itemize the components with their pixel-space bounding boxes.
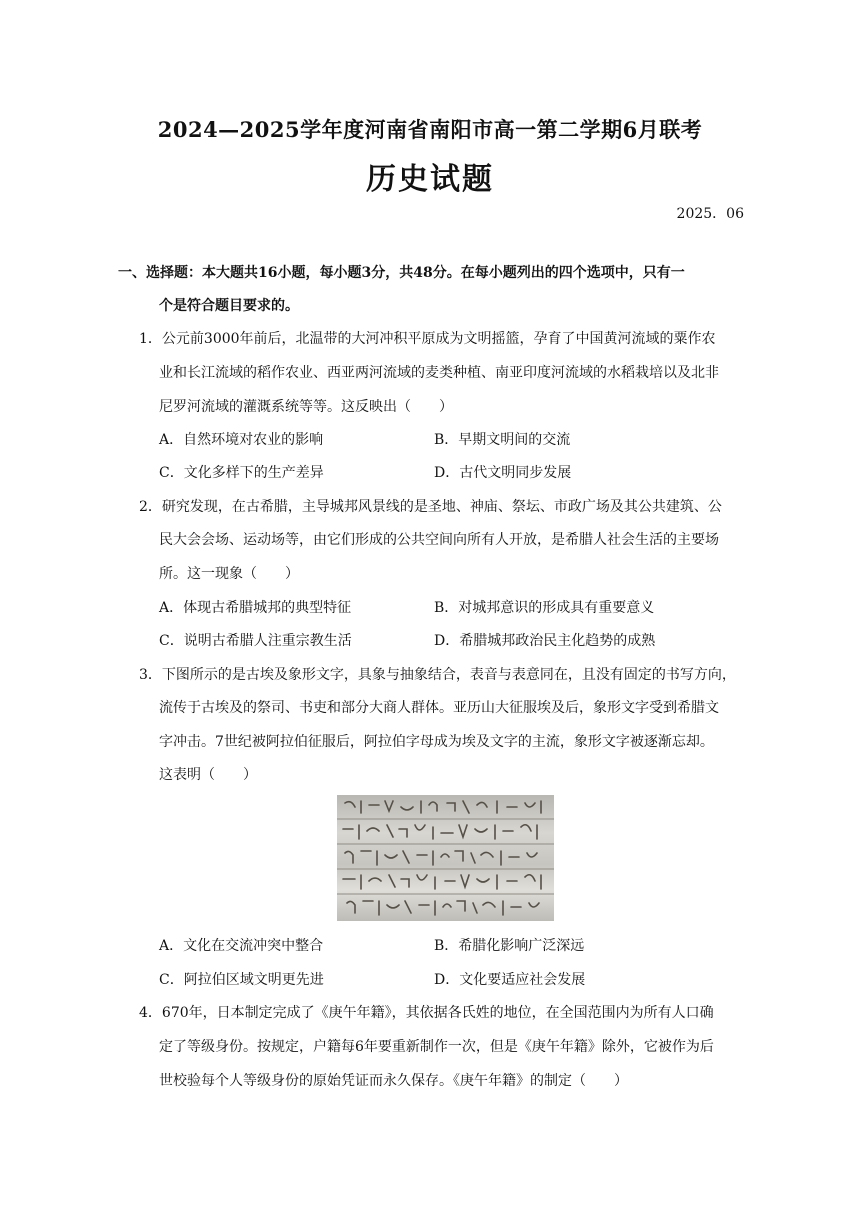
question-3-option-a: A．文化在交流冲突中整合	[159, 938, 324, 954]
question-2-option-d: D．希腊城邦政治民主化趋势的成熟	[434, 633, 656, 649]
question-4-line2: 定了等级身份。按规定，户籍每6年要重新制作一次，但是《庚午年籍》除外，它被作为后	[159, 1039, 714, 1055]
question-2-option-b: B．对城邦意识的形成具有重要意义	[434, 600, 655, 616]
question-4-line1: 4．670年，日本制定完成了《庚午年籍》，其依据各氏姓的地位，在全国范围内为所有人口确	[139, 1005, 714, 1021]
question-1-option-a: A．自然环境对农业的影响	[159, 432, 324, 448]
subject-title: 历史试题	[366, 162, 494, 197]
question-3-line4: 这表明（ ）	[159, 767, 257, 783]
question-1-option-d: D．古代文明同步发展	[434, 465, 572, 481]
question-3-line3: 字冲击。7世纪被阿拉伯征服后，阿拉伯字母成为埃及文字的主流，象形文字被逐渐忘却。	[159, 734, 714, 750]
question-1-line1: 1．公元前3000年前后，北温带的大河冲积平原成为文明摇篮，孕育了中国黄河流域的粟作农	[139, 331, 716, 347]
question-2-option-c: C．说明古希腊人注重宗教生活	[159, 633, 352, 649]
section-heading-line2: 个是符合题目要求的。	[159, 298, 299, 314]
exam-title: 2024—2025学年度河南省南阳市高一第二学期6月联考	[157, 117, 703, 142]
question-2-line2: 民大会会场、运动场等，由它们形成的公共空间向所有人开放，是希腊人社会生活的主要场	[159, 532, 719, 548]
hieroglyph-glyphs	[337, 795, 554, 921]
question-1-line2: 业和长江流域的稻作农业、西亚两河流域的麦类种植、南亚印度河流域的水稻栽培以及北非	[159, 365, 719, 381]
question-2-line1: 2．研究发现，在古希腊，主导城邦风景线的是圣地、神庙、祭坛、市政广场及其公共建筑、公	[139, 499, 722, 515]
question-3-line1: 3．下图所示的是古埃及象形文字，具象与抽象结合，表音与表意同在，且没有固定的书写方向，	[139, 667, 736, 683]
question-1-option-b: B．早期文明间的交流	[434, 432, 571, 448]
question-1-option-c: C．文化多样下的生产差异	[159, 465, 324, 481]
question-3-option-b: B．希腊化影响广泛深远	[434, 938, 585, 954]
question-2-line3: 所。这一现象（ ）	[159, 566, 299, 582]
hieroglyphs-image	[337, 795, 554, 921]
section-heading-line1: 一、选择题：本大题共16小题，每小题3分，共48分。在每小题列出的四个选项中，只有一	[118, 265, 685, 281]
question-1-line3: 尼罗河流域的灌溉系统等等。这反映出（ ）	[159, 399, 453, 415]
exam-date: 2025．06	[676, 206, 744, 222]
question-3-line2: 流传于古埃及的祭司、书吏和部分大商人群体。亚历山大征服埃及后，象形文字受到希腊文	[159, 700, 719, 716]
question-2-option-a: A．体现古希腊城邦的典型特征	[159, 600, 352, 616]
question-3-option-d: D．文化要适应社会发展	[434, 972, 586, 988]
question-3-option-c: C．阿拉伯区域文明更先进	[159, 972, 324, 988]
question-4-line3: 世校验每个人等级身份的原始凭证而永久保存。《庚午年籍》的制定（ ）	[159, 1073, 628, 1089]
